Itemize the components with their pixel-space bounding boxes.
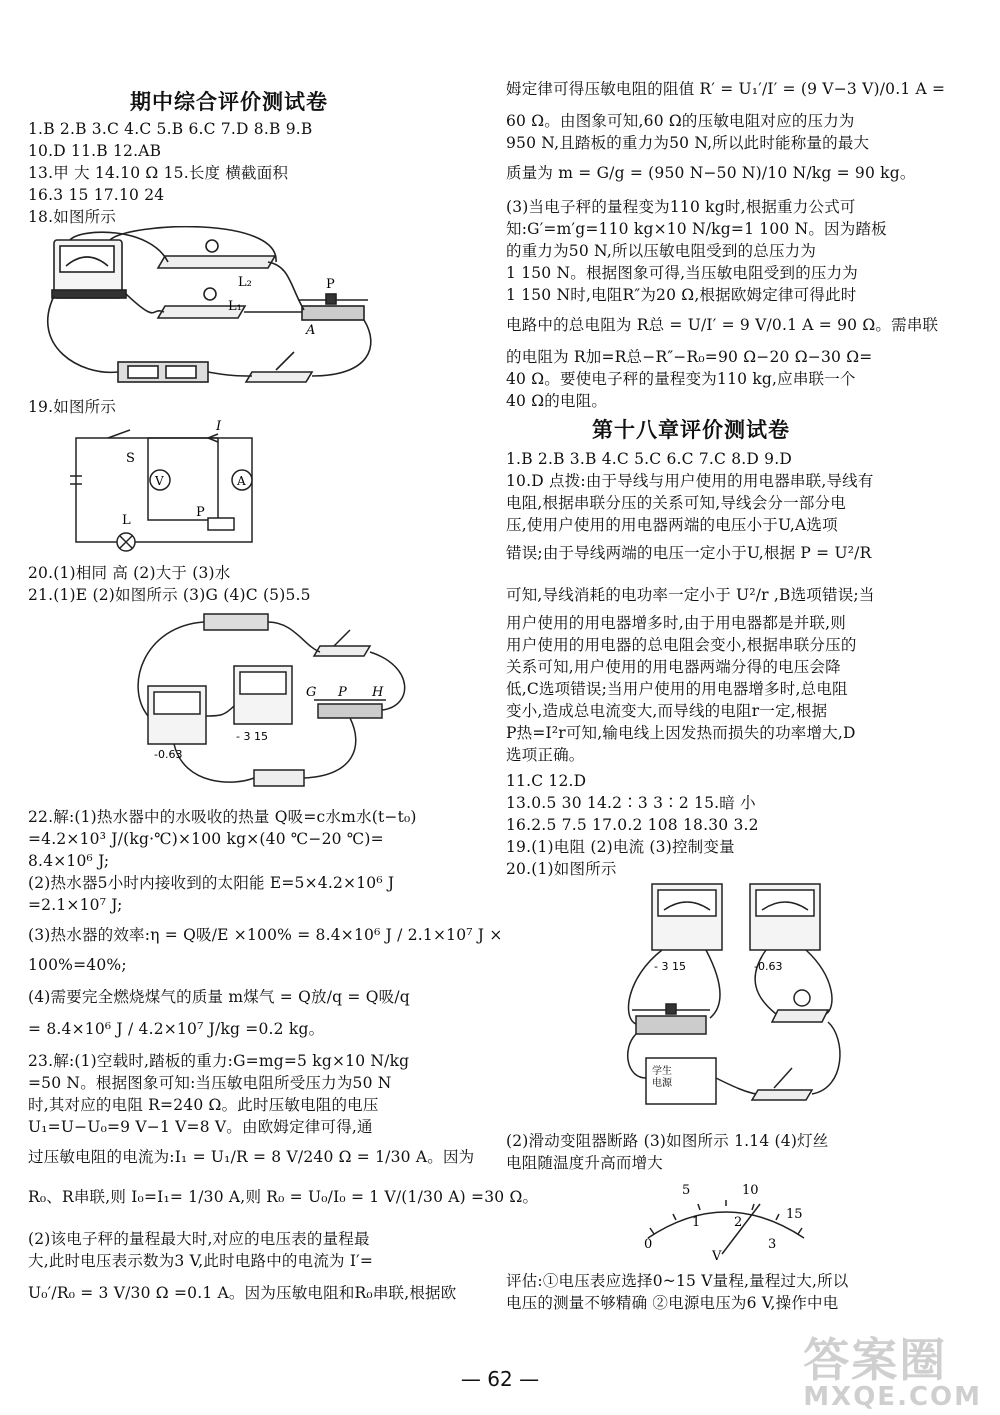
label-I: I bbox=[216, 419, 222, 434]
q10-line: 电阻,根据串联分压的关系可知,导线会分一部分电 bbox=[506, 494, 846, 512]
q22-line: =2.1×10⁷ J; bbox=[28, 896, 123, 914]
label-L: L bbox=[122, 513, 131, 528]
chapter18-title: 第十八章评价测试卷 bbox=[592, 418, 790, 442]
q22-line: (3)热水器的效率:η = Q吸/E ×100% = 8.4×10⁶ J / 2.1×10⁷ J × bbox=[28, 926, 503, 944]
evaluation-line: 电压的测量不够精确 ②电源电压为6 V,操作中电 bbox=[506, 1294, 839, 1312]
short-answer-line: 19.(1)电阻 (2)电流 (3)控制变量 bbox=[506, 838, 735, 856]
q20-line: 20.(1)相同 高 (2)大于 (3)水 bbox=[28, 564, 231, 582]
q10-line: 10.D 点拨:由于导线与用户使用的用电器串联,导线有 bbox=[506, 472, 874, 490]
q10-line: 压,使用户使用的用电器两端的电压小于U,A选项 bbox=[506, 516, 838, 534]
dial-5: 5 bbox=[682, 1183, 691, 1198]
q23-cont-line: 姆定律可得压敏电阻的阻值 R′ = U₁′/I′ = (9 V−3 V)/0.1 A = bbox=[506, 80, 946, 98]
answer-line: 16.3 15 17.10 24 bbox=[28, 186, 165, 204]
q23-cont-line: 950 N,且踏板的重力为50 N,所以此时能称量的最大 bbox=[506, 134, 870, 152]
q10-line: 用户使用的用电器增多时,由于用电器都是并联,则 bbox=[506, 614, 846, 632]
q23-line: 过压敏电阻的电流为:I₁ = U₁/R = 8 V/240 Ω = 1/30 A。因为 bbox=[28, 1148, 475, 1166]
q21-line: 21.(1)E (2)如图所示 (3)G (4)C (5)5.5 bbox=[28, 586, 311, 604]
label-V: V bbox=[155, 474, 164, 488]
q10-line: 选项正确。 bbox=[506, 746, 585, 764]
q20-circuit-figure bbox=[606, 878, 856, 1118]
q23-cont-line: 的重力为50 N,所以压敏电阻受到的总压力为 bbox=[506, 242, 817, 260]
label-Ameter: A bbox=[237, 474, 246, 488]
q18-circuit-figure bbox=[40, 226, 380, 396]
dial-0: 0 bbox=[644, 1237, 653, 1252]
answer-line: 13.甲 大 14.10 Ω 15.长度 横截面积 bbox=[28, 164, 289, 182]
dial-15: 15 bbox=[786, 1207, 803, 1222]
dial-10: 10 bbox=[742, 1183, 759, 1198]
q22-line: 22.解:(1)热水器中的水吸收的热量 Q吸=c水m水(t−t₀) bbox=[28, 808, 417, 826]
q23-cont-line: (3)当电子秤的量程变为110 kg时,根据重力公式可 bbox=[506, 198, 856, 216]
q23-cont-line: 的电阻为 R加=R总−R″−R₀=90 Ω−20 Ω−30 Ω= bbox=[506, 348, 873, 366]
q23-cont-line: 60 Ω。由图象可知,60 Ω的压敏电阻对应的压力为 bbox=[506, 112, 855, 130]
label-063-b: -0.63 bbox=[754, 960, 783, 973]
q22-line: (4)需要完全燃烧煤气的质量 m煤气 = Q放/q = Q吸/q bbox=[28, 988, 410, 1006]
q19-schematic-figure bbox=[68, 416, 308, 556]
label-H: H bbox=[372, 685, 384, 700]
q23-line: 23.解:(1)空载时,踏板的重力:G=mg=5 kg×10 N/kg bbox=[28, 1052, 410, 1070]
q22-line: = 8.4×10⁶ J / 4.2×10⁷ J/kg =0.2 kg。 bbox=[28, 1020, 325, 1038]
q23-line: (2)该电子秤的量程最大时,对应的电压表的量程最 bbox=[28, 1230, 370, 1248]
short-answer-line: 16.2.5 7.5 17.0.2 108 18.30 3.2 bbox=[506, 816, 759, 834]
psu-label-2: 电源 bbox=[652, 1078, 672, 1089]
label-S: S bbox=[126, 451, 135, 466]
label-063: -0.63 bbox=[154, 748, 183, 761]
label-L2: L₂ bbox=[238, 275, 252, 290]
dial-V: V bbox=[712, 1249, 722, 1264]
q19-line: 19.如图所示 bbox=[28, 398, 117, 416]
short-answer-line: 11.C 12.D bbox=[506, 772, 587, 790]
q23-cont-line: 1 150 N时,电阻R″为20 Ω,根据欧姆定律可得此时 bbox=[506, 286, 857, 304]
label-315-b: - 3 15 bbox=[654, 960, 686, 973]
label-G: G bbox=[306, 685, 317, 700]
q23-line: U₀′/R₀ = 3 V/30 Ω =0.1 A。因为压敏电阻和R₀串联,根据欧 bbox=[28, 1284, 457, 1302]
dial-3: 3 bbox=[768, 1237, 777, 1252]
watermark-logo bbox=[803, 1333, 982, 1412]
short-answer-line: 13.0.5 30 14.2∶3 3∶2 15.暗 小 bbox=[506, 794, 756, 812]
q23-cont-line: 知:G′=m′g=110 kg×10 N/kg=1 100 N。因为踏板 bbox=[506, 220, 887, 238]
q10-line: 关系可知,用户使用的用电器两端分得的电压会降 bbox=[506, 658, 841, 676]
label-P-mid: P bbox=[338, 685, 347, 700]
q22-line: 100%=40%; bbox=[28, 956, 127, 974]
dial-1: 1 bbox=[692, 1215, 701, 1230]
psu-label-1: 学生 bbox=[652, 1066, 672, 1077]
evaluation-line: 评估:①电压表应选择0~15 V量程,量程过大,所以 bbox=[506, 1272, 849, 1290]
label-P-rheostat: P bbox=[196, 505, 205, 520]
short-answer-line: 20.(1)如图所示 bbox=[506, 860, 617, 878]
q23-line: R₀、R串联,则 I₀=I₁= 1/30 A,则 R₀ = U₀/I₀ = 1 V/(1/30 A) =30 Ω。 bbox=[28, 1188, 539, 1206]
q23-line: U₁=U−U₀=9 V−1 V=8 V。由欧姆定律可得,通 bbox=[28, 1118, 373, 1136]
q23-line: 时,其对应的电阻 R=240 Ω。此时压敏电阻的电压 bbox=[28, 1096, 379, 1114]
q10-line: P热=I²r可知,输电线上因发热而损失的功率增大,D bbox=[506, 724, 856, 742]
dial-2: 2 bbox=[734, 1215, 743, 1230]
page-number: — 62 — bbox=[460, 1367, 540, 1391]
q23-cont-line: 40 Ω的电阻。 bbox=[506, 392, 608, 410]
midterm-title: 期中综合评价测试卷 bbox=[130, 90, 328, 114]
q10-line: 可知,导线消耗的电功率一定小于 U²/r ,B选项错误;当 bbox=[506, 586, 875, 604]
voltmeter-dial-figure bbox=[626, 1176, 826, 1266]
q23-cont-line: 40 Ω。要使电子秤的量程变为110 kg,应串联一个 bbox=[506, 370, 856, 388]
watermark-bottom: MXQE.COM bbox=[803, 1382, 982, 1412]
q22-line: 8.4×10⁶ J; bbox=[28, 852, 110, 870]
q23-cont-line: 质量为 m = G/g = (950 N−50 N)/10 N/kg = 90 kg。 bbox=[506, 164, 916, 182]
mc-answers: 1.B 2.B 3.B 4.C 5.C 6.C 7.C 8.D 9.D bbox=[506, 450, 792, 468]
q10-line: 变小,造成总电流变大,而导线的电阻r一定,根据 bbox=[506, 702, 828, 720]
label-A: A bbox=[306, 323, 316, 338]
q21-circuit-figure bbox=[124, 606, 424, 802]
q22-line: (2)热水器5小时内接收到的太阳能 E=5×4.2×10⁶ J bbox=[28, 874, 395, 892]
label-L1: L₁ bbox=[228, 299, 242, 314]
q23-line: =50 N。根据图象可知:当压敏电阻所受压力为50 N bbox=[28, 1074, 392, 1092]
q10-line: 错误;由于导线两端的电压一定小于U,根据 P = U²/R bbox=[506, 544, 872, 562]
watermark-top: 答案圈 bbox=[803, 1333, 948, 1387]
q23-cont-line: 1 150 N。根据图象可得,当压敏电阻受到的压力为 bbox=[506, 264, 858, 282]
q22-line: =4.2×10³ J/(kg·℃)×100 kg×(40 ℃−20 ℃)= bbox=[28, 830, 384, 848]
q20b-line: 电阻随温度升高而增大 bbox=[506, 1154, 664, 1172]
label-P: P bbox=[326, 277, 335, 292]
q10-line: 低,C选项错误;当用户使用的用电器增多时,总电阻 bbox=[506, 680, 848, 698]
label-315: - 3 15 bbox=[236, 730, 268, 743]
q23-cont-line: 电路中的总电阻为 R总 = U/I′ = 9 V/0.1 A = 90 Ω。需串联 bbox=[506, 316, 939, 334]
answer-line: 10.D 11.B 12.AB bbox=[28, 142, 162, 160]
answer-line: 18.如图所示 bbox=[28, 208, 117, 226]
q23-line: 大,此时电压表示数为3 V,此时电路中的电流为 I′= bbox=[28, 1252, 374, 1270]
q20b-line: (2)滑动变阻器断路 (3)如图所示 1.14 (4)灯丝 bbox=[506, 1132, 829, 1150]
answer-line: 1.B 2.B 3.C 4.C 5.B 6.C 7.D 8.B 9.B bbox=[28, 120, 313, 138]
q10-line: 用户使用的用电器的总电阻会变小,根据串联分压的 bbox=[506, 636, 857, 654]
